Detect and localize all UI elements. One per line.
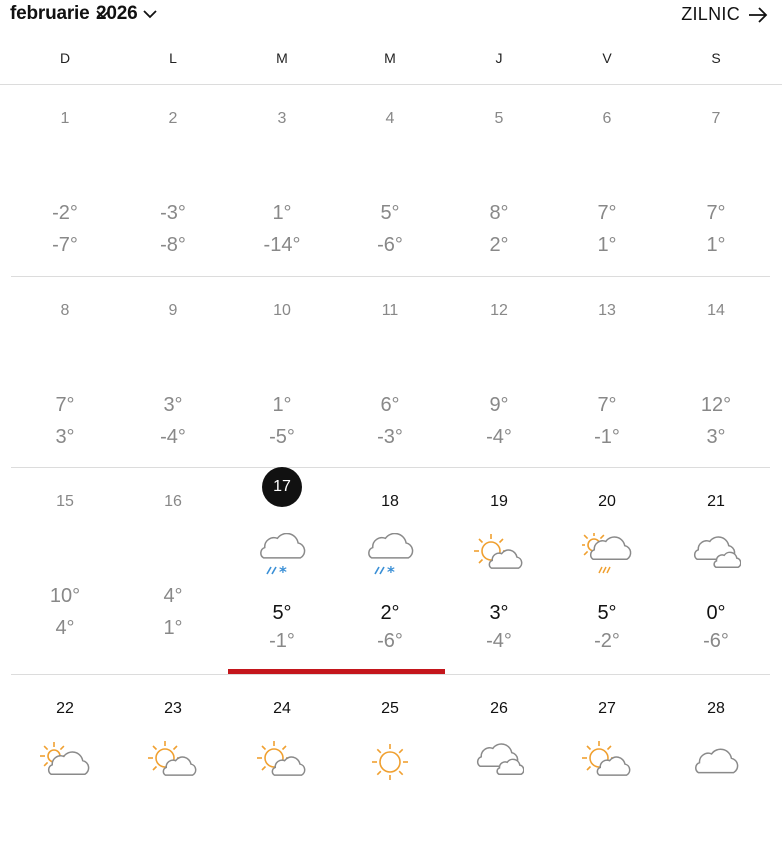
- day-number: 2: [168, 110, 178, 127]
- day-number: 25: [381, 700, 399, 717]
- day-number: 5: [494, 110, 504, 127]
- day-number: 13: [598, 302, 616, 319]
- rain-snow-icon: [365, 533, 415, 579]
- max-temperature: 5°: [380, 202, 400, 224]
- min-temperature: 1°: [706, 234, 726, 256]
- min-temperature: -8°: [160, 234, 186, 256]
- max-temperature: 4°: [163, 585, 183, 607]
- partly-sunny-icon: [582, 740, 632, 786]
- day-cell[interactable]: [336, 85, 444, 275]
- day-number: 9: [168, 302, 178, 319]
- year-selector[interactable]: [96, 3, 157, 25]
- max-temperature: 7°: [55, 394, 75, 416]
- partly-sunny-icon: [257, 740, 307, 786]
- day-number: 18: [381, 493, 399, 510]
- day-cell[interactable]: [228, 675, 336, 865]
- day-cell[interactable]: [662, 85, 770, 275]
- min-temperature: -6°: [377, 234, 403, 256]
- max-temperature: 1°: [272, 394, 292, 416]
- day-cell[interactable]: [228, 85, 336, 275]
- min-temperature: -5°: [269, 426, 295, 448]
- svg-text:*: *: [279, 563, 287, 579]
- day-cell[interactable]: [11, 468, 119, 658]
- min-temperature: 1°: [597, 234, 617, 256]
- day-number: 22: [56, 700, 74, 717]
- sunny-icon: [365, 740, 415, 786]
- day-number: 23: [164, 700, 182, 717]
- max-temperature: 10°: [49, 585, 81, 607]
- min-temperature: -4°: [486, 630, 512, 652]
- day-cell[interactable]: [662, 675, 770, 865]
- weekday-label: D: [59, 50, 71, 66]
- day-cell[interactable]: [553, 277, 661, 467]
- partly-sunny-icon: [148, 740, 198, 786]
- cloudy-icon: [691, 533, 741, 579]
- min-temperature: -1°: [594, 426, 620, 448]
- min-temperature: -6°: [377, 630, 403, 652]
- max-temperature: 2°: [380, 602, 400, 624]
- view-label: ZILNIC: [681, 4, 740, 24]
- today-indicator-bar: [228, 669, 445, 674]
- day-cell[interactable]: [445, 675, 553, 865]
- min-temperature: -6°: [703, 630, 729, 652]
- day-number: 28: [707, 700, 725, 717]
- day-cell[interactable]: [228, 468, 336, 658]
- day-cell[interactable]: [336, 468, 444, 658]
- day-cell[interactable]: [662, 468, 770, 658]
- day-number: 27: [598, 700, 616, 717]
- max-temperature: 0°: [706, 602, 726, 624]
- day-number: 1: [60, 110, 70, 127]
- min-temperature: 4°: [55, 617, 75, 639]
- max-temperature: -2°: [52, 202, 78, 224]
- day-number: 7: [711, 110, 721, 127]
- rain-snow-icon: [257, 533, 307, 579]
- today-date: 17: [262, 467, 302, 507]
- day-number: 10: [273, 302, 291, 319]
- day-number: 11: [381, 302, 399, 319]
- day-cell[interactable]: [553, 675, 661, 865]
- day-number: 24: [273, 700, 291, 717]
- min-temperature: -3°: [377, 426, 403, 448]
- min-temperature: -7°: [52, 234, 78, 256]
- day-cell[interactable]: [228, 277, 336, 467]
- min-temperature: 3°: [55, 426, 75, 448]
- day-cell[interactable]: [553, 468, 661, 658]
- day-cell[interactable]: [662, 277, 770, 467]
- day-cell[interactable]: [336, 675, 444, 865]
- cloudy-icon: [474, 740, 524, 786]
- day-cell[interactable]: [119, 85, 227, 275]
- max-temperature: 9°: [489, 394, 509, 416]
- day-number: 12: [490, 302, 508, 319]
- chevron-down-icon: [143, 9, 157, 19]
- day-number: 4: [385, 110, 395, 127]
- max-temperature: 6°: [380, 394, 400, 416]
- arrow-right-icon: [748, 7, 768, 23]
- day-number: 21: [707, 493, 725, 510]
- max-temperature: 8°: [489, 202, 509, 224]
- daily-view-link[interactable]: [681, 4, 768, 25]
- weekday-label: L: [169, 50, 177, 66]
- svg-text:*: *: [387, 563, 395, 579]
- max-temperature: 12°: [700, 394, 732, 416]
- month-label: februarie: [10, 3, 90, 24]
- min-temperature: -1°: [269, 630, 295, 652]
- weekday-label: V: [602, 50, 612, 66]
- day-cell[interactable]: [445, 85, 553, 275]
- mostly-cloudy-icon: [40, 740, 90, 786]
- min-temperature: -4°: [486, 426, 512, 448]
- partly-sunny-icon: [474, 533, 524, 579]
- max-temperature: 3°: [163, 394, 183, 416]
- max-temperature: 5°: [597, 602, 617, 624]
- day-cell[interactable]: [11, 277, 119, 467]
- day-cell[interactable]: [11, 85, 119, 275]
- day-number: 20: [598, 493, 616, 510]
- day-cell[interactable]: [119, 468, 227, 658]
- min-temperature: 3°: [706, 426, 726, 448]
- weekday-label: S: [711, 50, 721, 66]
- min-temperature: -4°: [160, 426, 186, 448]
- day-cell[interactable]: [119, 675, 227, 865]
- month-selector[interactable]: [10, 3, 110, 25]
- day-cell[interactable]: [553, 85, 661, 275]
- min-temperature: 2°: [489, 234, 509, 256]
- year-label: 2026: [96, 3, 138, 24]
- day-number: 26: [490, 700, 508, 717]
- day-cell[interactable]: [336, 277, 444, 467]
- day-cell[interactable]: [11, 675, 119, 865]
- day-number: 14: [707, 302, 725, 319]
- day-number: 8: [60, 302, 70, 319]
- max-temperature: 7°: [597, 394, 617, 416]
- max-temperature: 1°: [272, 202, 292, 224]
- day-cell[interactable]: [445, 277, 553, 467]
- weekday-label: M: [384, 50, 396, 66]
- weekday-header-row: [11, 50, 771, 74]
- min-temperature: -14°: [263, 234, 301, 256]
- max-temperature: -3°: [160, 202, 186, 224]
- day-number: 16: [164, 493, 182, 510]
- weekday-label: J: [495, 50, 503, 66]
- min-temperature: -2°: [594, 630, 620, 652]
- max-temperature: 3°: [489, 602, 509, 624]
- weekday-label: M: [276, 50, 288, 66]
- day-number: 3: [277, 110, 287, 127]
- sun-cloud-rain-icon: [582, 533, 632, 579]
- day-cell[interactable]: [119, 277, 227, 467]
- min-temperature: 1°: [163, 617, 183, 639]
- max-temperature: 5°: [272, 602, 292, 624]
- calendar-header: [0, 0, 782, 34]
- day-number: 19: [490, 493, 508, 510]
- day-cell[interactable]: [445, 468, 553, 658]
- day-number: 15: [56, 493, 74, 510]
- cloud-icon: [691, 740, 741, 786]
- max-temperature: 7°: [597, 202, 617, 224]
- day-number: 6: [602, 110, 612, 127]
- max-temperature: 7°: [706, 202, 726, 224]
